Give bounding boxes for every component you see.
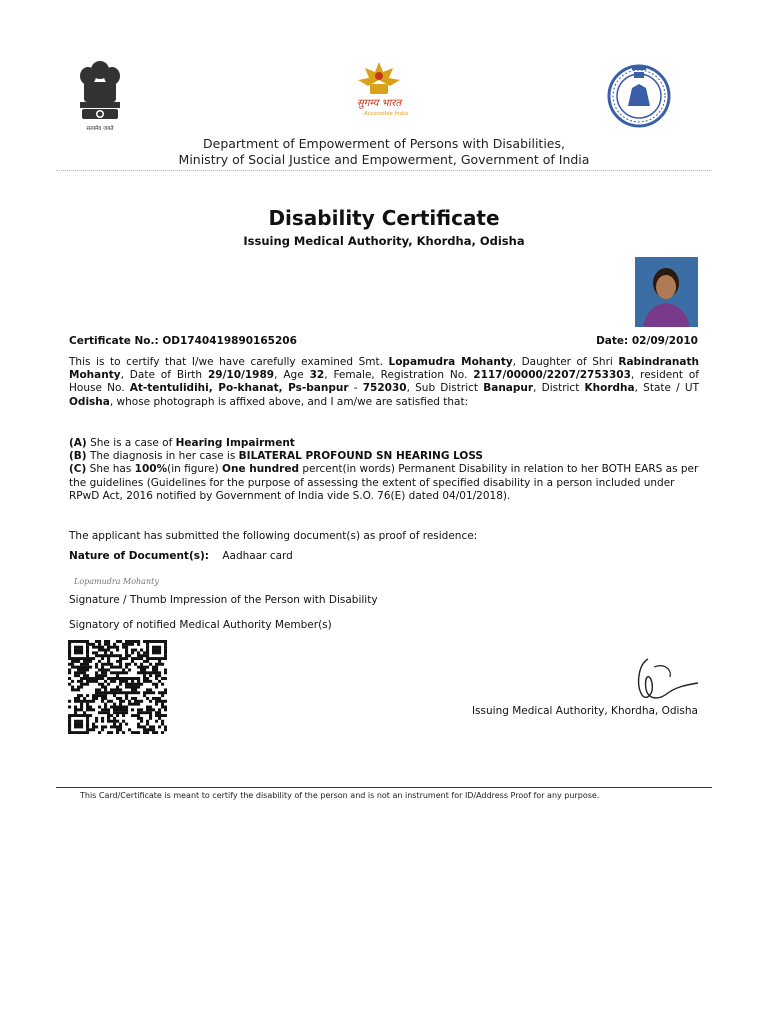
residence-statement: The applicant has submitted the following document(s) as proof of residence: (69, 530, 478, 542)
text: , Daughter of Shri (512, 356, 619, 368)
pincode: 752030 (362, 382, 407, 395)
authority-signature (628, 655, 702, 705)
text: - (348, 382, 363, 395)
accessible-india-logo-icon (340, 58, 418, 120)
national-emblem-icon (70, 56, 130, 136)
text: percent(in words) Permanent Disability in relation to her BOTH EARS as per the guidelines (Guidelines for the purpose of assessing the extent of specified disability in a person included under RPwD Act, 2016 notified by Government of India vide S.O. 76(E) dated 04/01/2018). (69, 463, 699, 502)
sub-district: Banapur (483, 382, 534, 395)
disability-percent-words: One hundred (222, 463, 299, 476)
disability-type: Hearing Impairment (175, 437, 295, 449)
clause-marker: (B) (69, 450, 87, 463)
text: , Female, Registration No. (324, 369, 474, 382)
text: , Age (274, 369, 310, 382)
diagnosis: BILATERAL PROFOUND SN HEARING LOSS (238, 450, 483, 463)
applicant-photo (635, 257, 698, 327)
issuing-authority: Issuing Medical Authority, Khordha, Odisha (471, 705, 698, 717)
text: She has (86, 463, 135, 476)
person-signature (72, 570, 182, 590)
certificate-number-label: Certificate No.: (69, 335, 159, 347)
district: Khordha (584, 382, 635, 395)
footer-disclaimer: This Card/Certificate is meant to certify the disability of the person and is not an instrument for ID/Address Proof for any purpose. (80, 791, 600, 800)
signatory-label: Signatory of notified Medical Authority Member(s) (69, 619, 332, 631)
certificate-date-label: Date: (596, 335, 629, 347)
odisha-state-seal-icon (606, 56, 672, 136)
disability-clauses (69, 437, 699, 503)
certificate-number (69, 335, 297, 347)
clause-a (69, 437, 699, 450)
clause-b (69, 450, 699, 463)
father-name: Rabindranath Mohanty (69, 356, 699, 382)
registration-number: 2117/00000/2207/2753303 (473, 369, 631, 382)
logo-text: सुगम्य भारत (356, 98, 402, 109)
qr-code (68, 640, 167, 734)
certificate-subtitle: Issuing Medical Authority, Khordha, Odisha (243, 234, 525, 248)
applicant-name: Lopamudra Mohanty (388, 356, 513, 368)
document-nature (69, 550, 293, 562)
emblem-motto: सत्यमेव जयते (86, 126, 114, 132)
document-nature-label: Nature of Document(s): (69, 550, 209, 562)
address: At-tentulidihi, Po-khanat, Ps-banpur (129, 382, 349, 395)
person-signature-label: Signature / Thumb Impression of the Person with Disability (69, 594, 378, 606)
certificate-title: Disability Certificate (268, 206, 500, 230)
text: She is a case of (86, 437, 176, 449)
text: , State / UT (634, 382, 700, 395)
header-divider (56, 170, 712, 171)
footer-divider (56, 787, 712, 788)
signature-scrawl: Lopamudra Mohanty (74, 577, 159, 586)
department-line-2: Ministry of Social Justice and Empowerment, Government of India (178, 152, 590, 167)
department-line-1: Department of Empowerment of Persons with Disabilities, (203, 136, 565, 151)
text: This is to certify that I/we have carefully examined Smt. (69, 356, 389, 368)
certificate-number-value: OD1740419890165206 (162, 335, 297, 347)
age: 32 (309, 369, 325, 382)
text: The diagnosis in her case is (86, 450, 239, 463)
date-of-birth: 29/10/1989 (207, 369, 275, 382)
person-photo-icon (635, 257, 698, 327)
certification-paragraph (69, 356, 699, 409)
text: (in figure) (167, 463, 223, 476)
text: , resident of House No. (69, 369, 700, 395)
text: , Date of Birth (120, 369, 208, 382)
text: , Sub District (406, 382, 484, 395)
text: , District (533, 382, 585, 395)
certificate-date-value: 02/09/2010 (631, 335, 698, 347)
document-nature-value: Aadhaar card (222, 550, 293, 562)
certificate-date (596, 335, 698, 347)
state: Odisha (69, 395, 110, 408)
department-heading (0, 136, 768, 168)
clause-marker: (A) (69, 437, 87, 449)
clause-c (69, 463, 699, 503)
disability-percent: 100% (134, 463, 168, 476)
clause-marker: (C) (69, 463, 87, 476)
logo-subtext: Accessible India (363, 111, 409, 117)
text: , whose photograph is affixed above, and I am/we are satisfied that: (109, 395, 469, 408)
